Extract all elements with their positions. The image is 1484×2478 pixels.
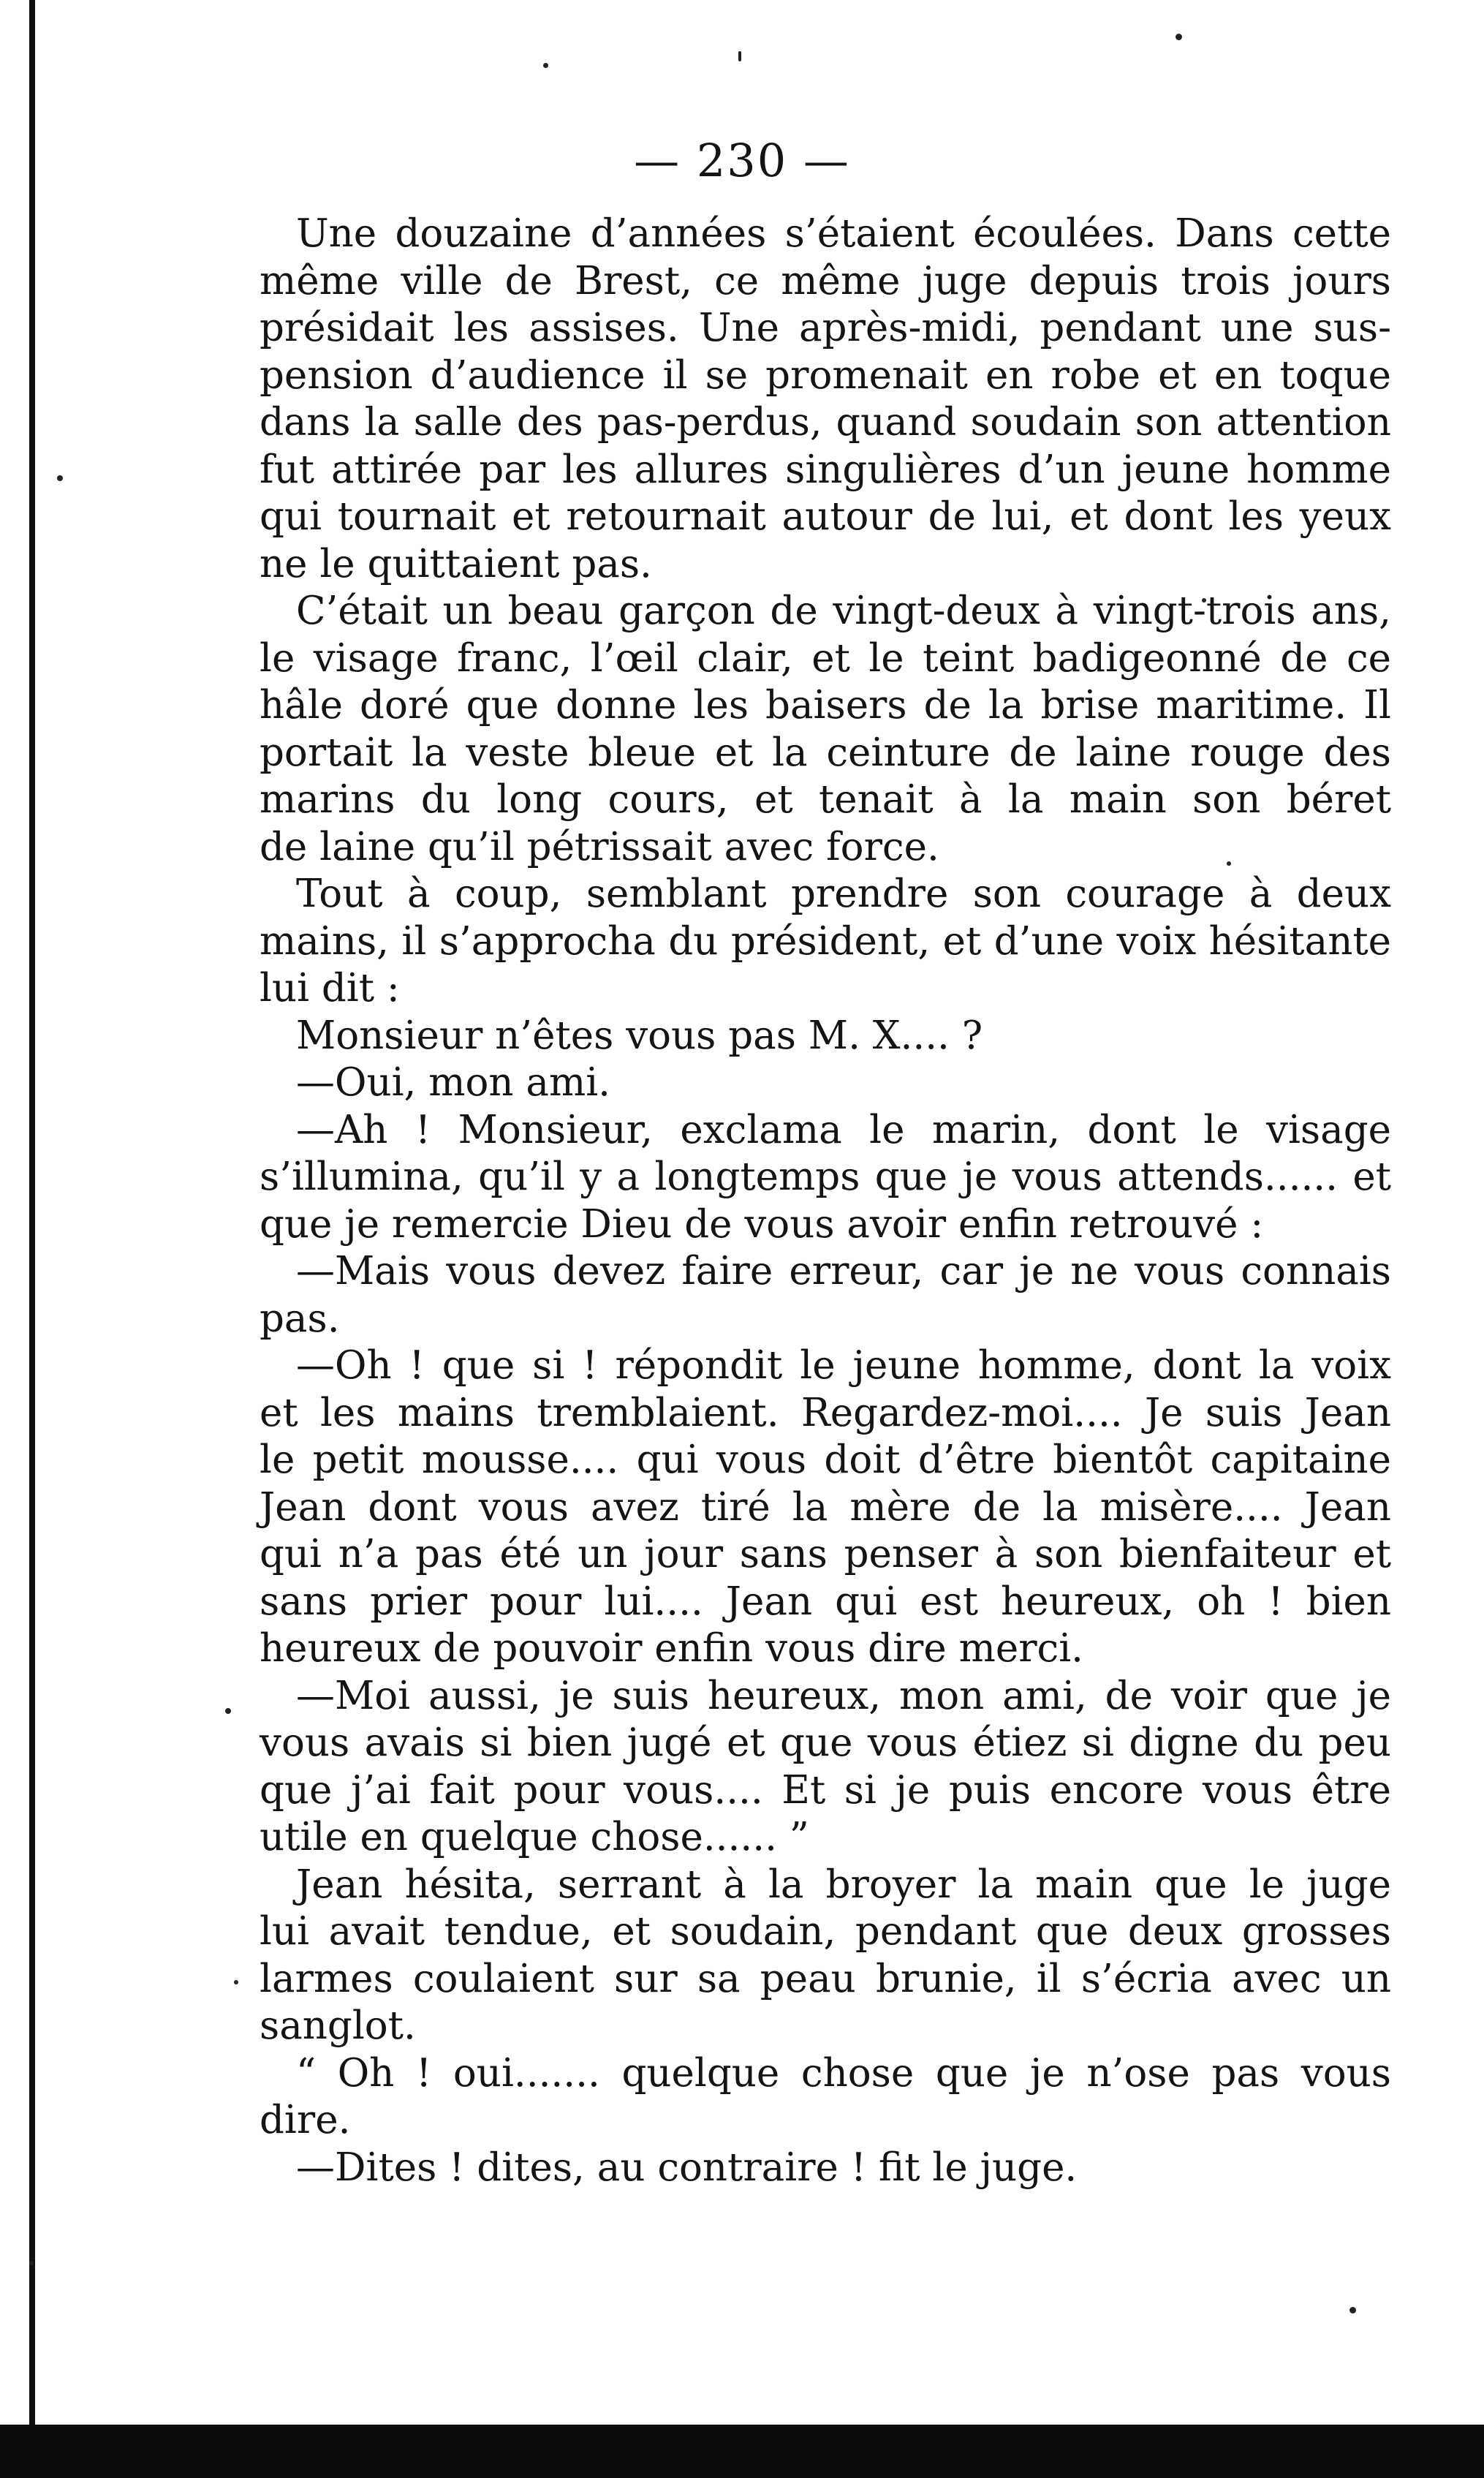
text-line: de laine qu’il pétrissait avec force. xyxy=(260,824,939,869)
text-line: pas. xyxy=(260,1296,340,1341)
page-edge-shadow xyxy=(29,0,35,2426)
text-line: Jean hésita, serrant à la broyer la main que le juge xyxy=(296,1862,1391,1907)
text-line: que j’ai fait pour vous.... Et si je puis encore vous être xyxy=(260,1767,1391,1813)
text-line: le petit mousse.... qui vous doit d’être bientôt capitaine xyxy=(260,1438,1391,1482)
scan-speck xyxy=(29,2261,34,2265)
page-bottom-edge xyxy=(0,2425,1484,2478)
text-line: fut attirée par les allures singulières d’un jeune homme xyxy=(260,447,1391,492)
text-line: vous avais si bien jugé et que vous étiez si digne du peu xyxy=(260,1720,1391,1765)
text-line: larmes coulaient sur sa peau brunie, il s’écria avec un xyxy=(260,1956,1391,2001)
scan-speck xyxy=(57,475,63,481)
text-line: pension d’audience il se promenait en robe et en toque xyxy=(260,352,1391,398)
body-text xyxy=(260,211,1391,2191)
text-line: mains, il s’approcha du président, et d’une voix hésitante xyxy=(260,918,1391,964)
text-line: —Oui, mon ami. xyxy=(296,1060,611,1105)
text-line: Monsieur n’êtes vous pas M. X.... ? xyxy=(296,1013,983,1058)
text-line: marins du long cours, et tenait à la main son béret xyxy=(260,777,1391,822)
text-line: même ville de Brest, ce même juge depuis trois jours xyxy=(260,258,1391,303)
text-line: lui avait tendue, et soudain, pendant que deux grosses xyxy=(260,1909,1391,1954)
text-line: dans la salle des pas-perdus, quand soudain son attention xyxy=(260,401,1391,445)
text-line: qui n’a pas été un jour sans penser à son bienfaiteur et xyxy=(260,1532,1391,1576)
scan-speck xyxy=(738,51,741,61)
text-line: portait la veste bleue et la ceinture de laine rouge des xyxy=(260,730,1391,775)
text-line: —Oh ! que si ! répondit le jeune homme, dont la voix xyxy=(296,1343,1391,1388)
text-line: s’illumina, qu’il y a longtemps que je vous attends...... et xyxy=(260,1155,1391,1199)
text-line: lui dit : xyxy=(260,966,400,1011)
scan-speck xyxy=(1349,2307,1356,2313)
text-line: le visage franc, l’œil clair, et le teint badigeonné de ce xyxy=(260,635,1391,681)
text-line: qui tournait et retournait autour de lui, et dont les yeux xyxy=(260,494,1391,539)
scan-speck xyxy=(225,1708,231,1714)
text-line: heureux de pouvoir enfin vous dire merci. xyxy=(260,1626,1084,1671)
text-line: sans prier pour lui.... Jean qui est heureux, oh ! bien xyxy=(260,1579,1391,1624)
scan-speck xyxy=(234,1980,238,1984)
text-line: —Ah ! Monsieur, exclama le marin, dont le visage xyxy=(296,1107,1391,1152)
text-line: Tout à coup, semblant prendre son courage à deux xyxy=(296,872,1391,916)
text-line: présidait les assises. Une après-midi, pendant une sus- xyxy=(260,306,1391,350)
text-line: sanglot. xyxy=(260,2003,416,2048)
text-line: que je remercie Dieu de vous avoir enfin retrouvé : xyxy=(260,1201,1264,1247)
text-line: et les mains tremblaient. Regardez-moi.... Je suis Jean xyxy=(260,1390,1391,1435)
text-line: ne le quittaient pas. xyxy=(260,541,652,586)
text-line: C’était un beau garçon de vingt-deux à vingt-trois ans, xyxy=(296,589,1391,633)
text-line: hâle doré que donne les baisers de la brise maritime. Il xyxy=(260,683,1391,728)
page-number: — 230 — xyxy=(634,134,850,187)
text-line: dire. xyxy=(260,2098,351,2142)
text-line: —Moi aussi, je suis heureux, mon ami, de voir que je xyxy=(296,1673,1391,1718)
text-line: Jean dont vous avez tiré la mère de la misère.... Jean xyxy=(260,1484,1391,1530)
text-line: utile en quelque chose...... ” xyxy=(260,1815,809,1859)
text-line: —Mais vous devez faire erreur, car je ne vous connais xyxy=(296,1249,1391,1293)
text-line: —Dites ! dites, au contraire ! fit le juge. xyxy=(296,2145,1078,2190)
scan-speck xyxy=(1176,34,1182,40)
text-line: Une douzaine d’années s’étaient écoulées. Dans cette xyxy=(296,211,1391,256)
scan-speck xyxy=(543,63,548,68)
text-line: “ Oh ! oui....... quelque chose que je n’ose pas vous xyxy=(296,2050,1391,2096)
